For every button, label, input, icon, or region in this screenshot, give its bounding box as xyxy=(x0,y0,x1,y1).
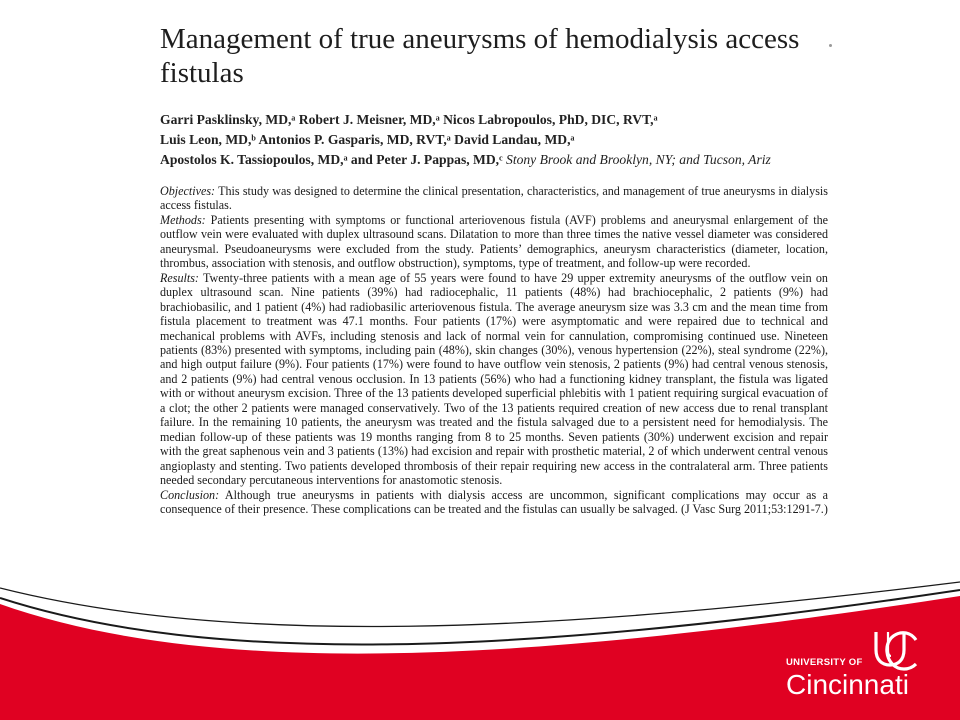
methods-text: Patients presenting with symptoms or functional arteriovenous fistula (AVF) problems and aneurysmal enlargement of the outflow vein were evaluated with duplex ultrasound scans. Dilatation to more than three times the native vessel diameter was considered aneurysmal. Pseudoaneurysms were excluded from the study. Patients’ demographics, aneurysm characteristics (diameter, location, thrombus, association with stenosis, and outflow obstruction), symptoms, type of treatment, and follow-up were recorded. xyxy=(160,212,828,271)
abstract-conclusion xyxy=(160,488,828,517)
conclusion-label: Conclusion: xyxy=(160,487,220,502)
uc-monogram-icon xyxy=(872,628,920,674)
results-text: Twenty-three patients with a mean age of 55 years were found to have 29 upper extremity aneurysms of the outflow vein on duplex ultrasound scan. Nine patients (39%) had radiocephalic, 11 patients (48%) had brachiocephalic, 2 patients (9%) had brachiobasilic, and 1 patient (4%) had radiobasilic arteriovenous fistula. The average aneurysm size was 3.3 cm and the mean time from fistula placement to treatment was 47.1 months. Four patients (17%) were asymptomatic and were repaired due to technical and mechanical problems with AVFs, including stenosis and lack of normal vein for cannulation, compromising continued use. Nineteen patients (83%) presented with symptoms, including pain (48%), skin changes (30%), venous hypertension (22%), steal syndrome (22%), and high output failure (9%). Four patients (17%) were found to have outflow vein stenosis, 2 patients (9%) had central venous stenosis, and 2 patients (9%) had central venous occlusion. In 13 patients (56%) who had a functioning kidney transplant, the fistula was ligated with or without aneurysm excision. Three of the 13 patients developed superficial phlebitis with 1 patient requiring surgical evacuation of a clot; the other 2 patients were managed conservatively. Two of the 13 patients required creation of new access due to renal transplant failure. In the remaining 10 patients, the aneurysm was treated and the fistula salvaged due to a persistent need for hemodialysis. The median follow-up of these patients was 19 months ranging from 8 to 25 months. Seven patients (30%) underwent excision and repair with the great saphenous vein and 3 patients (13%) had excision and repair with prosthetic material, 2 of which underwent central venous angioplasty and stenting. Two patients developed thrombosis of their repair requiring new access in the contralateral arm. Three patients needed secondary percutaneous interventions for anastomotic stenosis. xyxy=(160,270,828,488)
logo-university-of: UNIVERSITY OF xyxy=(786,657,863,668)
abstract-objectives xyxy=(160,184,828,213)
logo-cincinnati: Cincinnati xyxy=(786,669,909,700)
paper-title: Management of true aneurysms of hemodialysis access fistulas xyxy=(160,23,800,89)
objectives-text: This study was designed to determine the clinical presentation, characteristics, and management of true aneurysms in dialysis access fistulas. xyxy=(160,184,828,213)
author-line-3 xyxy=(160,150,840,170)
abstract-results xyxy=(160,271,828,488)
abstract xyxy=(160,184,828,516)
author-line-1: Garri Pasklinsky, MD,ᵃ Robert J. Meisner, MD,ᵃ Nicos Labropoulos, PhD, DIC, RVT,ᵃ xyxy=(160,112,658,127)
author-line-2: Luis Leon, MD,ᵇ Antonios P. Gasparis, MD, RVT,ᵃ David Landau, MD,ᵃ xyxy=(160,132,575,147)
conclusion-text: Although true aneurysms in patients with dialysis access are uncommon, significant complications may occur as a consequence of their presence. These complications can be treated and the fistulas can usually be salvaged. (J Vasc Surg 2011;53:1291-7.) xyxy=(160,487,828,516)
abstract-methods xyxy=(160,213,828,271)
objectives-label: Objectives: xyxy=(160,184,216,198)
results-label: Results: xyxy=(160,270,199,285)
author-line-3-names: Apostolos K. Tassiopoulos, MD,ᵃ and Peter J. Pappas, MD,ᶜ xyxy=(160,152,503,167)
author-list xyxy=(160,110,840,170)
methods-label: Methods: xyxy=(160,212,206,227)
author-affiliation: Stony Brook and Brooklyn, NY; and Tucson, Ariz xyxy=(506,152,771,167)
university-logo xyxy=(786,628,946,712)
